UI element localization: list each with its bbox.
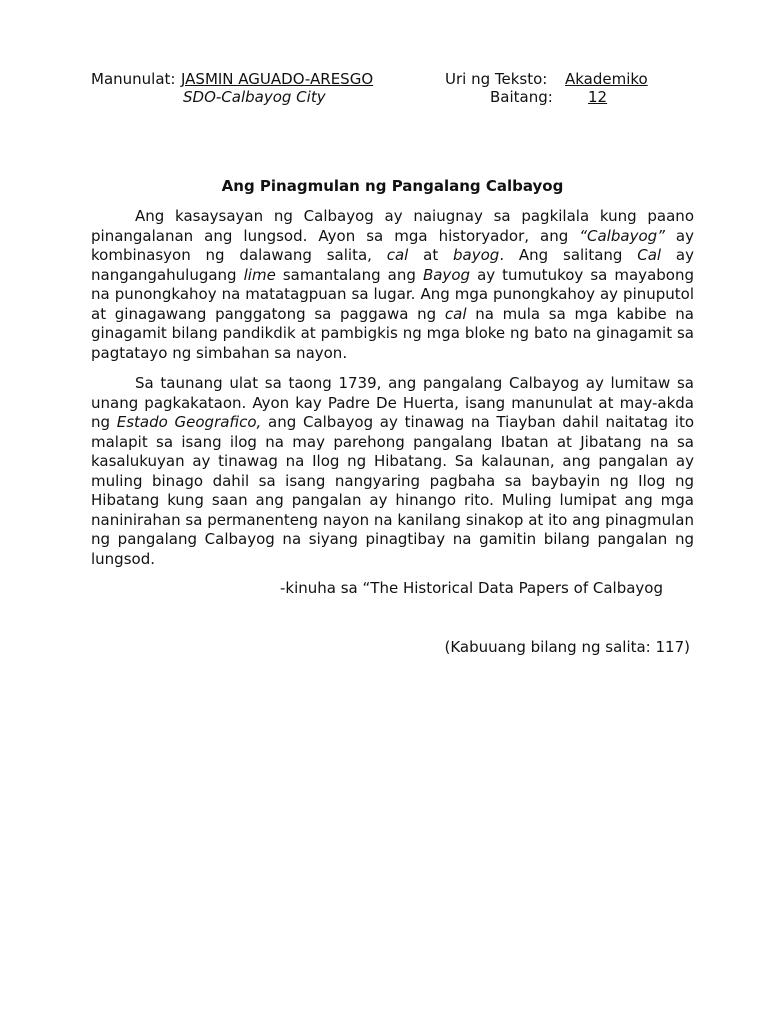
source-citation: -kinuha sa “The Historical Data Papers of Calbayog — [280, 579, 663, 597]
division-name: SDO-Calbayog City — [183, 88, 326, 106]
paragraph-2: Sa taunang ulat sa taong 1739, ang pangalang Calbayog ay lumitaw sa unang pagkakataon. Ayon kay Padre De Huerta, isang manunulat at may-akda ng Estado Geografico, ang Calbayog ay tinawag na Tiayban dahil naitatag ito malapit sa isang ilog na may parehong pangalang Ibatan at Jibatang na sa kasalukuyan ay tinawag na Ilog ng Hibatang. Sa kalaunan, ang pangalan ay muling binago dahil sa isang nangyaring pagbaha sa baybayin ng Ilog ng Hibatang kung saan ang pangalan ay hinango rito. Muling lumipat ang mga naninirahan sa permanenteng nayon na kanilang sinakop at ito ang pinagmulan ng pangalang Calbayog na siyang pinagtibay na gamitin bilang pangalan ng lungsod. — [91, 374, 695, 568]
grade-value: 12 — [588, 88, 608, 106]
grade-label: Baitang: — [490, 88, 553, 106]
author-label: Manunulat: — [91, 70, 176, 88]
author-name: JASMIN AGUADO-ARESGO — [181, 70, 374, 88]
document-title: Ang Pinagmulan ng Pangalang Calbayog — [221, 177, 564, 195]
text-type-label: Uri ng Teksto: — [445, 70, 548, 88]
word-count: (Kabuuang bilang ng salita: 117) — [444, 638, 690, 656]
text-type-value: Akademiko — [565, 70, 648, 88]
paragraph-1: Ang kasaysayan ng Calbayog ay naiugnay sa pagkilala kung paano pinangalanan ang lungsod. Ayon sa mga historyador, ang “Calbayog” ay kombinasyon ng dalawang salita, cal at bayog. Ang salitang Cal ay nangangahulugang lime samantalang ang Bayog ay tumutukoy sa mayabong na punongkahoy na matatagpuan sa lugar. Ang mga punongkahoy ay pinuputol at ginagawang panggatong sa paggawa ng cal na mula sa mga kabibe na ginagamit bilang pandikdik at pambigkis ng mga bloke ng bato na ginagamit sa pagtatayo ng simbahan sa nayon. — [91, 207, 695, 362]
